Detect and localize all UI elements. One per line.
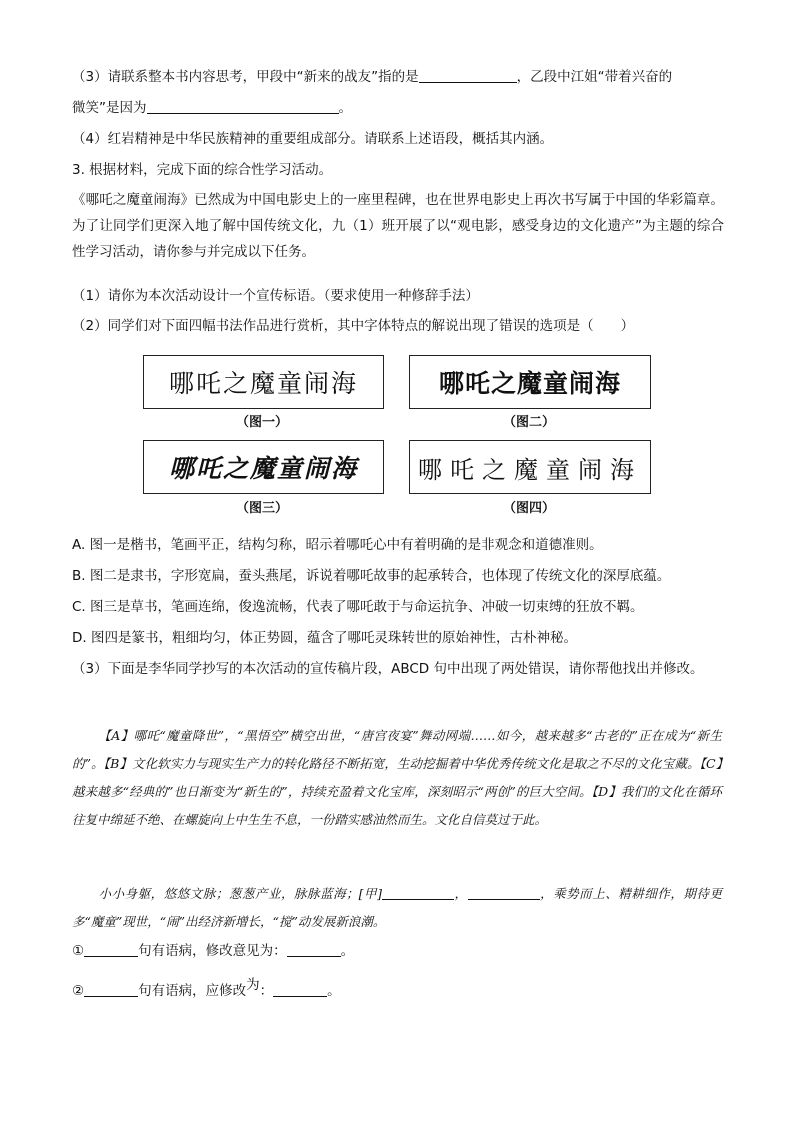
circled-number-1: ① bbox=[72, 943, 85, 959]
answer-blank[interactable] bbox=[273, 981, 327, 997]
passage-paragraph-2-text-2: ，乘势而上、精耕细作，期待更多“魔童”现世，“闹”出经济新增长，“搅”动发展新浪潮。 bbox=[72, 886, 722, 929]
answer-line-2-raised-char: 为 bbox=[246, 977, 260, 993]
figure-4-caption: （图四） bbox=[502, 501, 555, 516]
option-d[interactable]: D. 图四是篆书，粗细均匀，体正势圆，蕴含了哪吒灵珠转世的原始神性，古朴神秘。 bbox=[72, 630, 577, 646]
question-4: （4）红岩精神是中华民族精神的重要组成部分。请联系上述语段，概括其内涵。 bbox=[72, 131, 554, 147]
figure-1-caption: （图一） bbox=[235, 415, 288, 430]
question-3 bbox=[72, 66, 732, 88]
comma: ， bbox=[453, 886, 468, 901]
question-3-text-3: 微笑”是因为 bbox=[72, 100, 147, 116]
intro-paragraph: 《哪吒之魔童闹海》已然成为中国电影史上的一座里程碑，也在世界电影史上再次书写属于中国的华彩篇章。为了让同学们更深入地了解中国传统文化，九（1）班开展了以“观电影，感受身边的文化遗产”为主题的综合性学习活动，请你参与并完成以下任务。 bbox=[72, 192, 724, 260]
option-a[interactable]: A. 图一是楷书，笔画平正，结构匀称，昭示着哪吒心中有着明确的是非观念和道德准则。 bbox=[72, 537, 603, 553]
passage-paragraph-1 bbox=[72, 722, 722, 834]
option-c[interactable]: C. 图三是草书，笔画连绵，俊逸流畅，代表了哪吒敢于与命运抗争、冲破一切束缚的狂放不羁。 bbox=[72, 599, 644, 615]
answer-blank[interactable] bbox=[84, 941, 138, 957]
calligraphy-figure-3: 哪吒之魔童闹海 bbox=[143, 440, 384, 494]
answer-blank[interactable] bbox=[468, 886, 540, 900]
answer-blank[interactable] bbox=[382, 886, 454, 900]
period: 。 bbox=[340, 943, 355, 959]
answer-blank[interactable] bbox=[287, 941, 341, 957]
subquestion-2: （2）同学们对下面四幅书法作品进行赏析，其中字体特点的解说出现了错误的选项是（ ） bbox=[72, 318, 635, 334]
circled-number-2: ② bbox=[72, 983, 85, 999]
question-3-text-2: ，乙段中江姐“带着兴奋的 bbox=[516, 69, 673, 85]
answer-line-2-text: 句有语病，应修改 bbox=[138, 983, 247, 999]
period: 。 bbox=[327, 983, 341, 999]
colon: ： bbox=[259, 983, 274, 999]
question-3-text: （3）请联系整本书内容思考，甲段中“新来的战友”指的是 bbox=[72, 69, 419, 85]
answer-line-1-text: 句有语病，修改意见为： bbox=[138, 943, 287, 959]
passage-paragraph-1-text: 【A】哪吒“魔童降世”，“黑悟空”横空出世，“唐宫夜宴”舞动网端……如今，越来越多“古老的”正在成为“新生的”。【B】文化软实力与现实生产力的转化路径不断拓宽，生动挖掘着中华优秀传统文化是取之不尽的文化宝藏。【C】越来越多“经典的”也日渐变为“新生的”，持续充盈着文化宝库，深刻昭示“两创”的巨大空间。【D】我们的文化在循环往复中绵延不绝、在螺旋向上中生生不息，一份踏实感油然而生。文化自信莫过于此。 bbox=[72, 728, 722, 827]
answer-blank[interactable] bbox=[84, 981, 138, 997]
period: 。 bbox=[338, 100, 352, 116]
answer-line-1 bbox=[72, 940, 732, 962]
calligraphy-figure-4: 哪吒之魔童闹海 bbox=[409, 440, 651, 494]
calligraphy-figure-2: 哪吒之魔童闹海 bbox=[409, 355, 651, 409]
question-title: 3. 根据材料，完成下面的综合性学习活动。 bbox=[72, 162, 333, 178]
answer-line-2 bbox=[72, 977, 732, 1002]
passage-paragraph-2-text: 小小身躯，悠悠文脉；葱葱产业，脉脉蓝海；[甲] bbox=[98, 886, 382, 901]
calligraphy-figure-1: 哪吒之魔童闹海 bbox=[143, 355, 384, 409]
figure-3-caption: （图三） bbox=[235, 501, 288, 516]
subquestion-1: （1）请你为本次活动设计一个宣传标语。（要求使用一种修辞手法） bbox=[72, 288, 479, 304]
subquestion-3: （3）下面是李华同学抄写的本次活动的宣传稿片段，ABCD 句中出现了两处错误，请你帮他找出并修改。 bbox=[72, 661, 704, 677]
answer-blank[interactable] bbox=[147, 98, 339, 114]
answer-blank[interactable] bbox=[419, 67, 517, 83]
passage-paragraph-2 bbox=[72, 880, 722, 936]
figure-2-caption: （图二） bbox=[502, 415, 555, 430]
question-3-line-2 bbox=[72, 97, 732, 119]
option-b[interactable]: B. 图二是隶书，字形宽扁，蚕头燕尾，诉说着哪吒故事的起承转合，也体现了传统文化的深厚底蕴。 bbox=[72, 568, 671, 584]
